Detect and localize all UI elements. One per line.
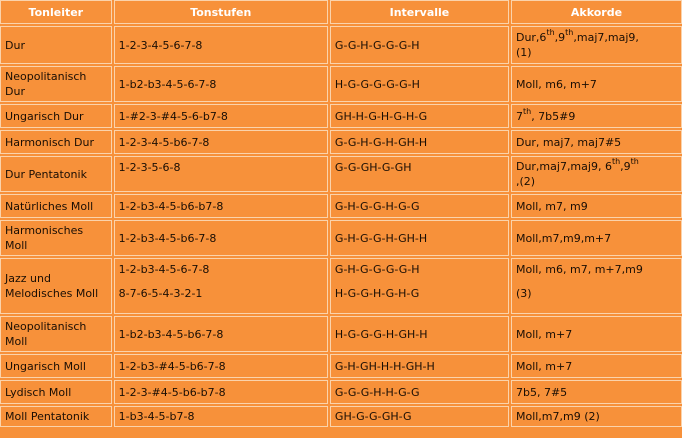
line-gap bbox=[119, 277, 323, 286]
scale-chords bbox=[511, 26, 682, 64]
chord-text: , 7b5#9 bbox=[531, 109, 576, 123]
scale-chords bbox=[511, 66, 682, 102]
line-gap bbox=[516, 277, 677, 286]
scale-chords bbox=[511, 258, 682, 314]
scale-intervals: G-H-GH-H-H-GH-H bbox=[330, 354, 509, 378]
scale-intervals-descending: H-G-G-H-G-H-G bbox=[334, 287, 420, 300]
scale-steps-ascending: 1-2-b3-4-5-6-7-8 bbox=[118, 263, 210, 276]
scale-chords bbox=[511, 194, 682, 218]
scale-name: Natürliches Moll bbox=[0, 194, 112, 218]
chord-text: Moll, m6, m+7 bbox=[515, 77, 597, 91]
chord-text: Dur,maj7,maj9, 6 bbox=[515, 160, 612, 173]
scale-intervals: GH-G-G-GH-G bbox=[330, 406, 509, 427]
scale-intervals: G-G-H-G-G-G-H bbox=[330, 26, 509, 64]
scale-intervals: H-G-G-G-G-G-H bbox=[330, 66, 509, 102]
scale-steps: 1-2-3-4-5-6-7-8 bbox=[114, 26, 328, 64]
chord-text: Dur,6 bbox=[515, 31, 547, 44]
scale-chords bbox=[511, 354, 682, 378]
scale-steps: 1-2-3-5-6-8 bbox=[114, 156, 328, 192]
scale-name: Neopolitanisch Moll bbox=[0, 316, 112, 352]
table-row bbox=[0, 156, 682, 192]
scale-intervals: GH-H-G-H-G-H-G bbox=[330, 104, 509, 128]
scale-chords bbox=[511, 380, 682, 404]
table-row bbox=[0, 406, 682, 427]
chord-text: Moll,m7,m9,m+7 bbox=[515, 231, 612, 245]
chord-text: ,maj7,maj9, bbox=[573, 31, 639, 44]
chord-text: ,9 bbox=[620, 160, 631, 173]
chord-text: Moll, m7, m9 bbox=[515, 199, 588, 213]
scale-steps: 1-b2-b3-4-5-6-7-8 bbox=[114, 66, 328, 102]
scale-name: Moll Pentatonik bbox=[0, 406, 112, 427]
scale-chords bbox=[511, 220, 682, 256]
header-row bbox=[0, 0, 682, 24]
scale-steps-descending: 8-7-6-5-4-3-2-1 bbox=[118, 287, 203, 300]
table-row bbox=[0, 194, 682, 218]
scale-steps: 1-2-b3-4-5-b6-b7-8 bbox=[114, 194, 328, 218]
scale-name: Jazz und Melodisches Moll bbox=[0, 258, 112, 314]
scale-steps: 1-2-b3-4-5-b6-7-8 bbox=[114, 220, 328, 256]
scale-steps: 1-b2-b3-4-5-b6-7-8 bbox=[114, 316, 328, 352]
scale-chords bbox=[511, 156, 682, 192]
scale-steps: 1-2-3-4-5-b6-7-8 bbox=[114, 130, 328, 154]
scale-intervals: G-G-G-H-H-G-G bbox=[330, 380, 509, 404]
chord-text: Moll,m7,m9 (2) bbox=[515, 410, 600, 423]
table-row bbox=[0, 258, 682, 314]
header-intervalle: Intervalle bbox=[330, 0, 509, 24]
chord-text: 7b5, 7#5 bbox=[515, 385, 568, 399]
table-row bbox=[0, 316, 682, 352]
ordinal-superscript: th bbox=[565, 28, 574, 38]
scale-chords bbox=[511, 316, 682, 352]
ordinal-superscript: th bbox=[546, 28, 555, 38]
scale-intervals: G-H-G-G-H-G-G bbox=[330, 194, 509, 218]
scale-name: Lydisch Moll bbox=[0, 380, 112, 404]
chord-text: (1) bbox=[515, 46, 532, 59]
table-row bbox=[0, 104, 682, 128]
scale-name: Neopolitanisch Dur bbox=[0, 66, 112, 102]
scale-steps bbox=[114, 258, 328, 314]
scale-name: Ungarisch Moll bbox=[0, 354, 112, 378]
scale-chords bbox=[511, 130, 682, 154]
chord-text: 7 bbox=[515, 109, 523, 123]
table-row bbox=[0, 354, 682, 378]
scale-name: Harmonisches Moll bbox=[0, 220, 112, 256]
chord-text: Moll, m6, m7, m+7,m9 bbox=[515, 263, 643, 276]
scale-steps: 1-#2-3-#4-5-6-b7-8 bbox=[114, 104, 328, 128]
line-gap bbox=[335, 277, 504, 286]
scale-chords bbox=[511, 406, 682, 427]
scale-intervals-ascending: G-H-G-G-G-G-H bbox=[334, 263, 420, 276]
scale-steps: 1-b3-4-5-b7-8 bbox=[114, 406, 328, 427]
chord-text: ,9 bbox=[554, 31, 566, 44]
table-row bbox=[0, 380, 682, 404]
scale-steps: 1-2-b3-#4-5-b6-7-8 bbox=[114, 354, 328, 378]
ordinal-superscript: th bbox=[611, 157, 621, 167]
table-row bbox=[0, 130, 682, 154]
table-row bbox=[0, 26, 682, 64]
scale-name: Dur Pentatonik bbox=[0, 156, 112, 192]
scale-intervals: G-G-GH-G-GH bbox=[330, 156, 509, 192]
scale-name: Ungarisch Dur bbox=[0, 104, 112, 128]
header-tonleiter: Tonleiter bbox=[0, 0, 112, 24]
scale-name: Dur bbox=[0, 26, 112, 64]
ordinal-superscript: th bbox=[630, 157, 639, 167]
table-row bbox=[0, 220, 682, 256]
header-tonstufen: Tonstufen bbox=[114, 0, 328, 24]
chord-text: Moll, m+7 bbox=[515, 327, 573, 341]
scale-steps: 1-2-3-#4-5-b6-b7-8 bbox=[114, 380, 328, 404]
scale-intervals bbox=[330, 258, 509, 314]
ordinal-superscript: th bbox=[522, 106, 532, 116]
chord-text: ,(2) bbox=[515, 175, 536, 188]
table-row bbox=[0, 66, 682, 102]
chord-text: Moll, m+7 bbox=[515, 359, 573, 373]
header-akkorde: Akkorde bbox=[511, 0, 682, 24]
scale-intervals: G-G-H-G-H-GH-H bbox=[330, 130, 509, 154]
chord-note: (3) bbox=[515, 287, 532, 300]
scale-intervals: H-G-G-G-H-GH-H bbox=[330, 316, 509, 352]
scale-name: Harmonisch Dur bbox=[0, 130, 112, 154]
scale-intervals: G-H-G-G-H-GH-H bbox=[330, 220, 509, 256]
scale-chords bbox=[511, 104, 682, 128]
chord-text: Dur, maj7, maj7#5 bbox=[515, 135, 622, 149]
